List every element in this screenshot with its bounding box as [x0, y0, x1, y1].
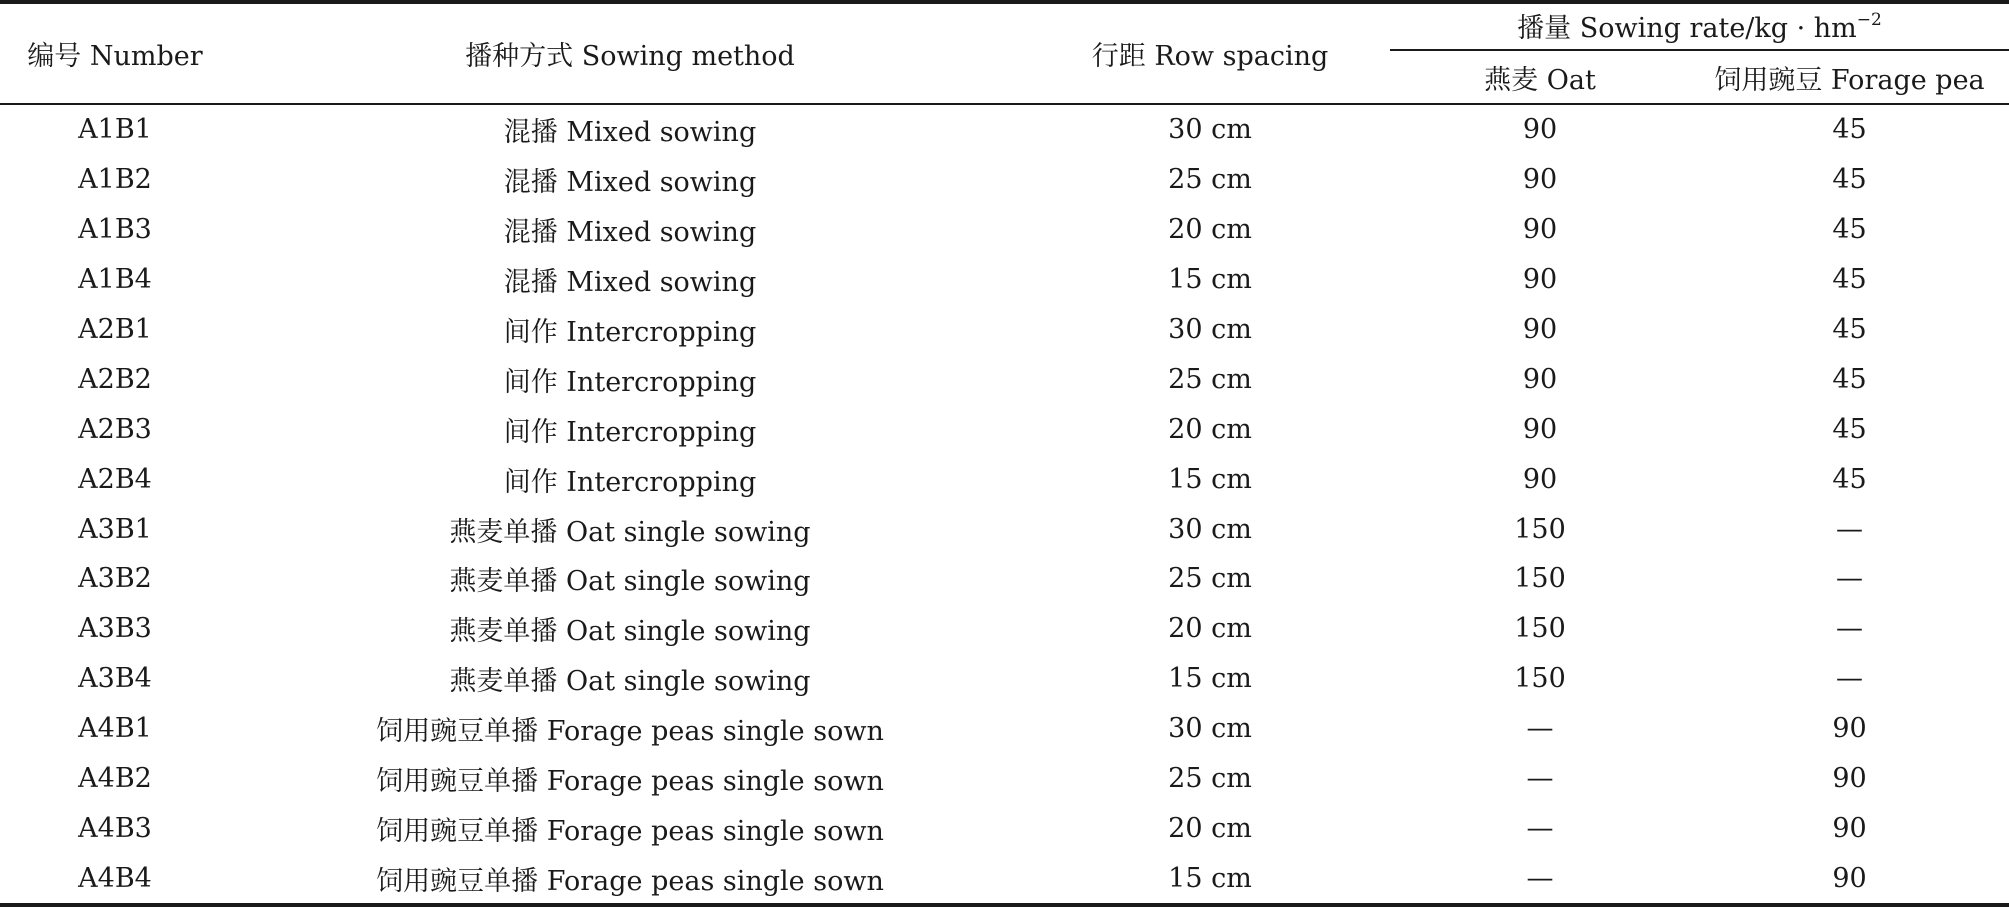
- table-row: [0, 205, 2009, 255]
- cell-number: A2B2: [78, 363, 152, 395]
- cell-sowing-method: 间作 Intercropping: [503, 317, 757, 348]
- header-sowing-rate-exponent: −2: [1856, 9, 1882, 30]
- cell-pea-rate: 45: [1832, 314, 1867, 345]
- cell-row-spacing: 30 cm: [1168, 513, 1252, 545]
- cell-sowing-method: 混播 Mixed sowing: [503, 167, 757, 199]
- cell-number: A3B1: [78, 513, 152, 545]
- cell-row-spacing: 15 cm: [1168, 264, 1252, 296]
- cell-sowing-method: 燕麦单播 Oat single sowing: [449, 516, 811, 548]
- cell-pea-rate: —: [1836, 613, 1863, 645]
- header-sowing-method: 播种方式 Sowing method: [230, 2, 1030, 104]
- cell-sowing-method: 间作 Intercropping: [503, 366, 757, 398]
- header-row-spacing: 行距 Row spacing: [1030, 2, 1390, 104]
- cell-oat-rate: —: [1526, 763, 1554, 795]
- table-row: [0, 654, 2009, 704]
- cell-oat-rate: 90: [1522, 463, 1558, 495]
- cell-number: A4B3: [78, 812, 152, 844]
- table-row: [0, 354, 2009, 404]
- cell-sowing-method: 饲用豌豆单播 Forage peas single sown: [376, 716, 884, 748]
- cell-pea-rate: 45: [1832, 214, 1867, 246]
- cell-row-spacing: 20 cm: [1168, 812, 1252, 844]
- cell-oat-rate: 90: [1522, 363, 1558, 395]
- cell-sowing-method: 混播 Mixed sowing: [503, 267, 757, 299]
- cell-number: A4B2: [78, 763, 152, 795]
- table-row: [0, 604, 2009, 654]
- cell-row-spacing: 30 cm: [1168, 114, 1252, 146]
- cell-number: A2B4: [78, 463, 152, 495]
- cell-sowing-method: 燕麦单播 Oat single sowing: [449, 616, 811, 648]
- cell-sowing-method: 间作 Intercropping: [503, 466, 757, 498]
- cell-number: A1B4: [78, 264, 152, 296]
- cell-sowing-method: 燕麦单播 Oat single sowing: [449, 566, 811, 598]
- table-body: [0, 104, 2009, 905]
- cell-number: A2B3: [78, 413, 152, 445]
- cell-oat-rate: —: [1526, 713, 1554, 745]
- cell-row-spacing: 20 cm: [1168, 214, 1252, 246]
- cell-oat-rate: 90: [1522, 264, 1558, 296]
- cell-row-spacing: 30 cm: [1168, 713, 1252, 745]
- cell-pea-rate: 45: [1832, 264, 1867, 296]
- cell-number: A1B1: [78, 114, 152, 146]
- cell-oat-rate: 90: [1522, 114, 1558, 146]
- cell-pea-rate: 90: [1832, 812, 1867, 844]
- cell-pea-rate: —: [1836, 663, 1863, 695]
- cell-row-spacing: 20 cm: [1168, 413, 1252, 445]
- table-row: [0, 803, 2009, 853]
- cell-number: A3B4: [78, 663, 152, 695]
- cell-sowing-method: 混播 Mixed sowing: [503, 117, 757, 149]
- cell-number: A3B2: [78, 563, 152, 595]
- cell-oat-rate: 150: [1514, 563, 1566, 595]
- cell-pea-rate: 45: [1832, 114, 1867, 146]
- table-row: [0, 554, 2009, 604]
- cell-row-spacing: 15 cm: [1030, 853, 1390, 905]
- cell-oat-rate: 90: [1522, 413, 1558, 445]
- header-sowing-rate-label: [1390, 6, 2009, 51]
- table-row: [0, 104, 2009, 155]
- cell-pea-rate: 45: [1832, 164, 1867, 196]
- cell-oat-rate: 150: [1514, 663, 1566, 695]
- header-forage-pea: 饲用豌豆 Forage pea: [1690, 52, 2009, 104]
- cell-pea-rate: —: [1836, 563, 1863, 595]
- table-row: [0, 704, 2009, 754]
- cell-pea-rate: 45: [1832, 463, 1867, 495]
- cell-row-spacing: 25 cm: [1168, 164, 1252, 196]
- table-row: [0, 155, 2009, 205]
- cell-row-spacing: 25 cm: [1168, 563, 1252, 595]
- header-sowing-rate: [1390, 2, 2009, 52]
- header-oat: 燕麦 Oat: [1390, 52, 1690, 104]
- table-row: [0, 504, 2009, 554]
- cell-oat-rate: —: [1526, 812, 1554, 844]
- cell-sowing-method: 混播 Mixed sowing: [503, 217, 757, 249]
- cell-row-spacing: 25 cm: [1168, 363, 1252, 395]
- cell-pea-rate: —: [1836, 513, 1863, 545]
- cell-pea-rate: 90: [1832, 713, 1867, 745]
- cell-number: A1B3: [78, 214, 152, 246]
- cell-number: A1B2: [78, 164, 152, 196]
- cell-oat-rate: 90: [1522, 164, 1558, 196]
- header-sowing-rate-text: 播量 Sowing rate/kg · hm: [1517, 12, 1857, 44]
- table-header: [0, 2, 2009, 104]
- cell-sowing-method: 饲用豌豆单播 Forage peas single sown: [376, 815, 884, 847]
- cell-sowing-method: 饲用豌豆单播 Forage peas single sown: [230, 853, 1030, 905]
- cell-oat-rate: 90: [1522, 214, 1558, 246]
- cell-row-spacing: 20 cm: [1168, 613, 1252, 645]
- cell-sowing-method: 饲用豌豆单播 Forage peas single sown: [376, 766, 884, 798]
- cell-pea-rate: 45: [1832, 363, 1867, 395]
- cell-sowing-method: 间作 Intercropping: [503, 416, 757, 448]
- table-row: [0, 454, 2009, 504]
- cell-oat-rate: —: [1390, 853, 1690, 905]
- table-row: [0, 255, 2009, 305]
- cell-number: A4B4: [0, 853, 230, 905]
- cell-row-spacing: 30 cm: [1168, 314, 1252, 345]
- table-row: [0, 754, 2009, 804]
- cell-pea-rate: 90: [1832, 763, 1867, 795]
- cell-oat-rate: 150: [1514, 613, 1566, 645]
- cell-number: A4B1: [78, 713, 152, 745]
- cell-row-spacing: 15 cm: [1168, 463, 1252, 495]
- cell-number: A3B3: [78, 613, 152, 645]
- cell-row-spacing: 25 cm: [1168, 763, 1252, 795]
- table-row: [0, 305, 2009, 355]
- cell-pea-rate: 45: [1832, 413, 1867, 445]
- cell-pea-rate: 90: [1690, 853, 2009, 905]
- cell-oat-rate: 150: [1514, 513, 1566, 545]
- cell-oat-rate: 90: [1522, 314, 1558, 345]
- cell-row-spacing: 15 cm: [1168, 663, 1252, 695]
- cell-number: A2B1: [78, 314, 152, 345]
- cell-sowing-method: 燕麦单播 Oat single sowing: [449, 666, 811, 698]
- header-number: 编号 Number: [0, 2, 230, 104]
- table-row: [0, 404, 2009, 454]
- table-row: [0, 853, 2009, 905]
